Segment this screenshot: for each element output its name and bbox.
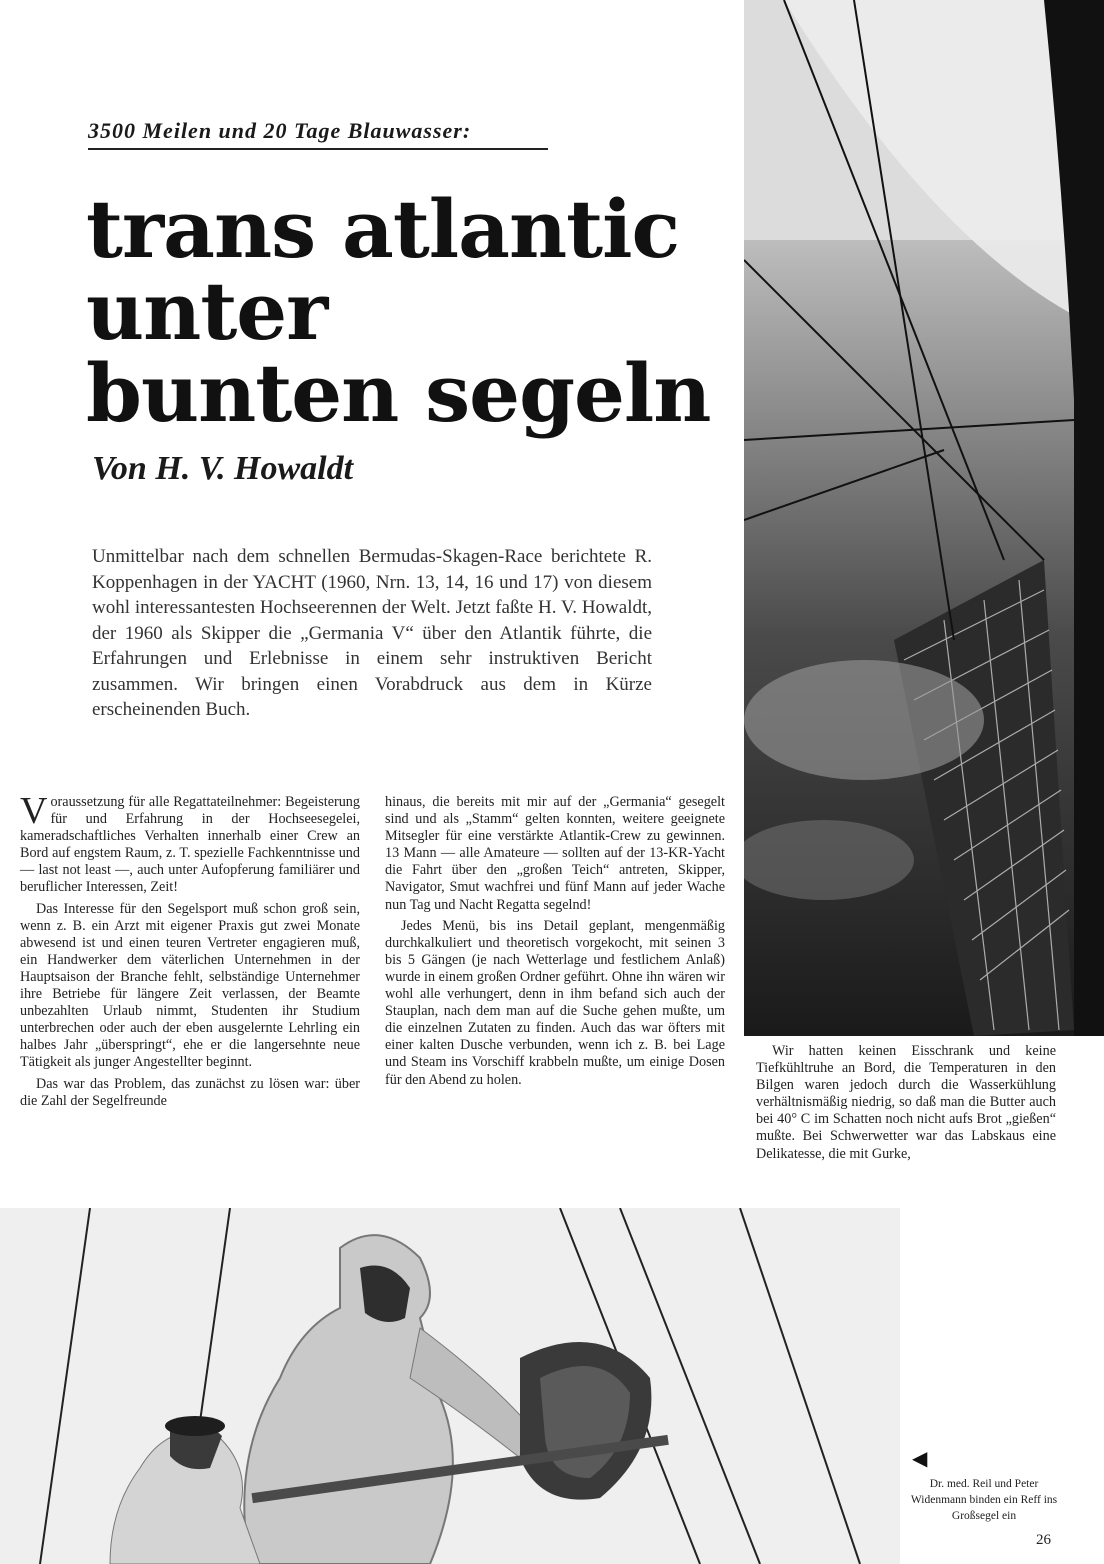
article-column-3 [756, 1043, 1056, 1163]
photo-sailboat-rigging [744, 0, 1104, 1036]
paragraph: Das war das Problem, das zunächst zu lösen war: über die Zahl der Segelfreunde [20, 1075, 360, 1109]
drop-cap: V [20, 790, 48, 832]
headline-line-3: bunten segeln [86, 346, 711, 440]
paragraph [20, 790, 360, 897]
paragraph: hinaus, die bereits mit mir auf der „Germania“ gesegelt sind und als „Stamm“ gelten konnten, weitere geeignete Mitsegler für eine verstärkte Atlantik-Crew zu gewinnen. 13 Mann — alle Amateure — sollten auf der 13-KR-Yacht die Fahrt über den „großen Teich“ antreten, Skipper, Navigator, Smut wachfrei und fünf Mann auf jeder Wache nun Tag und Nacht Regatta segelnd! [385, 794, 725, 913]
crew-illustration [0, 1208, 900, 1564]
headline [86, 182, 726, 440]
headline-line-2: unter [86, 264, 328, 358]
paragraph-text: oraussetzung für alle Regattateilnehmer: Begeisterung für und Erfahrung in der Hochseesegelei, kameradschaftliches Verhalten innerhalb einer Crew an Bord auf engstem Raum, z. T. spezielle Fachkenntnisse und — last not least —, auch unter Aufopferung familiärer und beruflicher Interessen, Zeit! [20, 794, 360, 896]
paragraph: Wir hatten keinen Eisschrank und keine Tiefkühltruhe an Bord, die Temperaturen in den Bilgen waren jedoch durch die Wasserkühlung verhältnismäßig niedrig, so daß man die Butter auch bei 40° C im Schatten noch nicht aufs Brot „gießen“ mußte. Bei Schwerwetter war das Labskaus eine Delikatesse, die mit Gurke, [756, 1043, 1056, 1162]
kicker: 3500 Meilen und 20 Tage Blauwasser: [88, 118, 548, 150]
intro-paragraph: Unmittelbar nach dem schnellen Bermudas-Skagen-Race berichtete R. Koppenhagen in der YACHT (1960, Nrn. 13, 14, 16 und 17) von diesem wohl interessantesten Hochseerennen der Welt. Jetzt faßte H. V. Howaldt, der 1960 als Skipper die „Germania V“ über den Atlantik führte, die Erfahrungen und Erlebnisse in einem sehr instruktiven Bericht zusammen. Wir bringen einen Vorabdruck aus dem in Kürze erscheinenden Buch. [92, 546, 652, 720]
byline: Von H. V. Howaldt [92, 450, 354, 487]
paragraph: Jedes Menü, bis ins Detail geplant, mengenmäßig durchkalkuliert und theoretisch vorgekocht, mit seinen 3 bis 5 Gängen (je nach Wetterlage und festlichem Anlaß) wurde in einem großen Ordner geführt. Ohne ihn wären wir wohl alle verhungert, denn in ihm befand sich auch der Stauplan, nach dem man auf die Suche gehen mußte, um die einzelnen Zutaten zu finden. Auch das war öfters mit einer kalten Dusche verbunden, wenn ich z. B. bei Lage und Steam ins Vorschiff krabbeln mußte, um einige Dosen für den Abend zu holen. [385, 917, 725, 1088]
article-column-2 [385, 794, 725, 1089]
article-column-1 [20, 790, 360, 1110]
paragraph: Das Interesse für den Segelsport muß schon groß sein, wenn z. B. ein Arzt mit eigener Praxis gut zwei Monate abwesend ist und einen teuren Vertreter engagieren muß, ein Handwerker dem väterlichen Unternehmen in der Hauptsaison der Branche fehlt, selbständige Unternehmer ihre Betriebe für längere Zeit verlassen, der Beamte unbezahlten Urlaub nimmt, Studenten ihr Studium unterbrechen oder auch der eben ausgelernte Lehrling ein halbes Jahr „überspringt“, ehe er die langersehnte neue Tätigkeit als junger Angestellter beginnt. [20, 900, 360, 1071]
sailboat-illustration [744, 0, 1104, 1036]
photo-caption: Dr. med. Reil und Peter Widenmann binden ein Reff ins Großsegel ein [910, 1478, 1058, 1522]
left-triangle-icon: ◀ [912, 1446, 928, 1470]
headline-line-1: trans atlantic [86, 182, 680, 276]
page-number: 26 [1036, 1532, 1051, 1548]
photo-crew-reefing [0, 1208, 900, 1564]
